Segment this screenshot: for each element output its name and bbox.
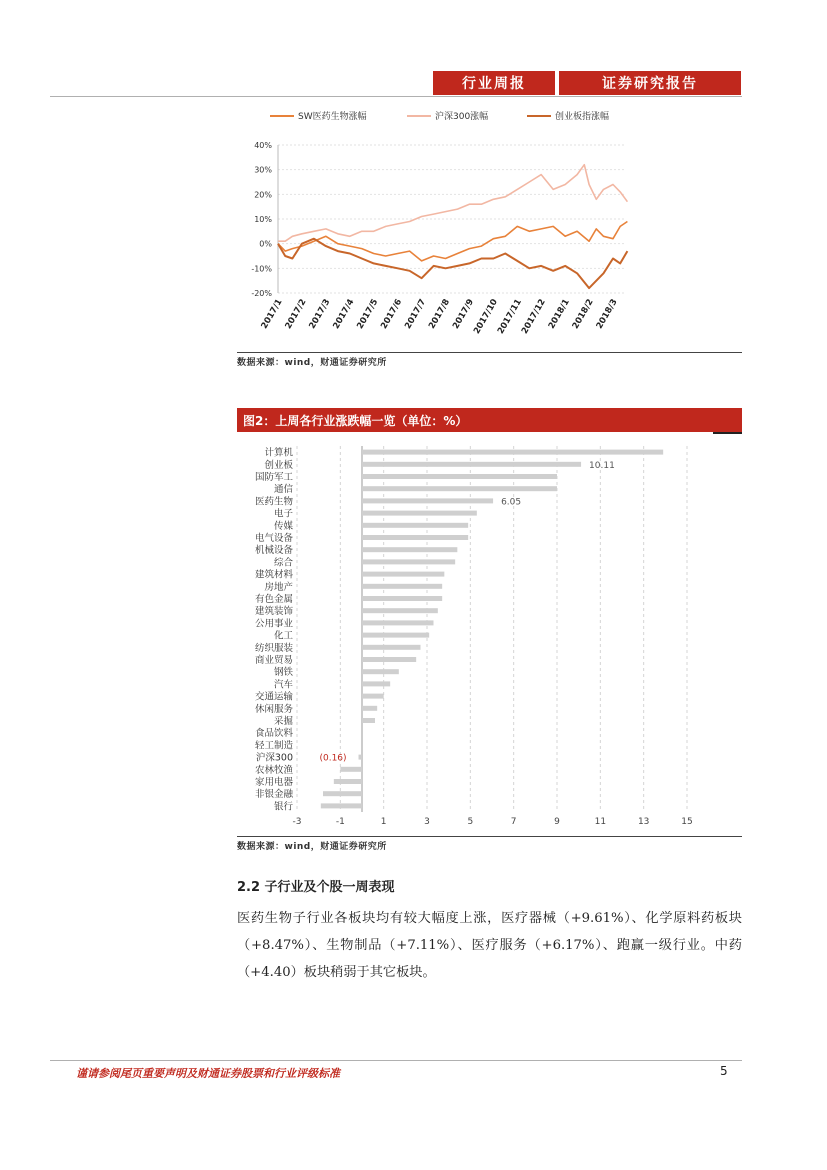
x-tick-label: -3	[292, 817, 302, 827]
bar	[362, 694, 384, 699]
x-tick-label: 2017/4	[331, 297, 357, 331]
y-tick-label: 10%	[254, 215, 272, 224]
y-tick-label: -10%	[251, 264, 272, 274]
category-label: 家用电器	[254, 777, 293, 788]
figure2-title-accent	[713, 432, 742, 434]
category-label: 国防军工	[254, 472, 293, 483]
x-tick-label: 2018/1	[546, 297, 572, 331]
x-tick-label: 9	[554, 817, 560, 827]
x-tick-label: 2018/3	[594, 297, 620, 331]
bar	[340, 767, 362, 772]
x-tick-label: 2017/8	[427, 297, 453, 331]
x-tick-label: 11	[594, 817, 607, 827]
x-tick-label: 2017/9	[451, 297, 477, 331]
bar	[321, 803, 362, 808]
bar	[362, 523, 468, 528]
bar	[362, 681, 390, 686]
legend-swatch-1	[407, 115, 431, 117]
line-chart	[230, 135, 650, 345]
x-tick-label: 1	[380, 817, 387, 827]
legend-swatch-0	[270, 115, 294, 117]
bar	[362, 450, 663, 455]
line-chart-y-axis	[251, 141, 272, 298]
category-label: 纺织服装	[254, 642, 293, 654]
category-label: 传媒	[273, 520, 293, 532]
x-tick-label: 3	[424, 817, 430, 827]
x-tick-label: 5	[467, 817, 474, 827]
bar-chart-bars	[321, 450, 663, 809]
y-tick-label: 0%	[259, 239, 272, 249]
category-label: 钢铁	[273, 667, 293, 679]
bar	[362, 645, 421, 650]
category-label: 休闲服务	[254, 703, 293, 715]
x-tick-label: 2018/2	[570, 297, 596, 331]
y-tick-label: 30%	[254, 165, 272, 175]
legend-label-2: 创业板指涨幅	[555, 112, 610, 122]
category-label: 机械设备	[254, 545, 293, 557]
bar	[359, 755, 362, 760]
bar	[362, 486, 557, 491]
series-line-2	[278, 239, 627, 288]
category-label: 通信	[273, 484, 293, 496]
series-line-1	[278, 165, 627, 242]
header-rule	[50, 96, 742, 97]
category-label: 医药生物	[254, 496, 293, 508]
legend-item-0	[270, 109, 367, 122]
bar	[362, 718, 375, 723]
category-label: 建筑装饰	[254, 606, 293, 618]
bar-chart	[237, 440, 742, 832]
category-label: 计算机	[264, 447, 293, 459]
bar	[362, 669, 399, 674]
figure1-source: 数据来源：wind，财通证券研究所	[237, 358, 387, 368]
bar	[362, 620, 434, 625]
bar	[362, 474, 557, 479]
bar	[362, 498, 493, 503]
category-label: 创业板	[264, 459, 293, 471]
category-label: 食品饮料	[254, 728, 293, 740]
figure2-title: 图2：上周各行业涨跌幅一览（单位：%）	[237, 408, 742, 432]
category-label: 农林牧渔	[254, 764, 293, 776]
bar	[362, 706, 377, 711]
header-tab-report: 证券研究报告	[559, 71, 741, 95]
source-rule-1	[237, 352, 742, 353]
footer-rule	[50, 1060, 742, 1061]
legend-swatch-2	[527, 115, 551, 117]
x-tick-label: 2017/6	[379, 297, 405, 331]
figure2-source: 数据来源：wind，财通证券研究所	[237, 842, 387, 852]
bar	[362, 572, 444, 577]
x-tick-label: 2017/5	[355, 297, 381, 331]
bar	[362, 596, 442, 601]
source-rule-2	[237, 836, 742, 837]
legend-item-1	[407, 109, 488, 122]
bar	[362, 462, 581, 467]
x-tick-label: 13	[637, 817, 650, 827]
line-chart-series	[278, 165, 627, 288]
category-label: 非银金融	[254, 789, 293, 801]
header-tab-weekly: 行业周报	[433, 71, 555, 95]
bar	[362, 511, 477, 516]
category-label: 交通运输	[254, 691, 293, 703]
bar	[362, 633, 429, 638]
bar	[362, 535, 468, 540]
bar	[362, 559, 455, 564]
category-label: 化工	[273, 630, 293, 642]
x-tick-label: 2017/12	[519, 297, 548, 336]
legend-label-1: 沪深300涨幅	[435, 112, 489, 122]
category-label: 汽车	[273, 679, 293, 691]
bar	[362, 584, 442, 589]
x-tick-label: 2017/7	[403, 297, 429, 331]
category-label: 采掘	[273, 716, 293, 727]
y-tick-label: -20%	[251, 289, 272, 298]
bar	[362, 547, 457, 552]
category-label: 公用事业	[254, 618, 293, 630]
category-label: 建筑材料	[254, 569, 293, 581]
x-tick-label: -1	[335, 817, 345, 827]
category-label: 银行	[273, 801, 293, 813]
footer-disclaimer: 谨请参阅尾页重要声明及财通证券股票和行业评级标准	[76, 1067, 340, 1080]
category-label: 电气设备	[254, 533, 293, 544]
category-label: 沪深300	[255, 752, 293, 764]
section-paragraph: 医药生物子行业各板块均有较大幅度上涨，医疗器械（+9.61%）、化学原料药板块（+8.47%）、生物制品（+7.11%）、医疗服务（+6.17%）、跑赢一级行业。中药（+4.40）板块稍弱于其它板块。	[237, 911, 742, 980]
x-tick-label: 2017/11	[495, 297, 524, 336]
section-title: 2.2 子行业及个股一周表现	[237, 880, 395, 895]
y-tick-label: 20%	[254, 190, 272, 200]
bar	[323, 791, 362, 796]
data-label: 6.05	[501, 497, 522, 508]
data-label: 10.11	[589, 460, 615, 471]
x-tick-label: 15	[681, 817, 693, 827]
category-label: 商业贸易	[254, 655, 293, 666]
page-number: 5	[720, 1064, 728, 1078]
category-label: 有色金属	[254, 594, 293, 605]
series-line-0	[278, 222, 627, 261]
legend-label-0: SW医药生物涨幅	[298, 112, 367, 122]
bar	[362, 657, 416, 662]
category-label: 轻工制造	[254, 740, 293, 752]
category-label: 电子	[273, 508, 293, 520]
x-tick-label: 2017/10	[472, 297, 500, 336]
x-tick-label: 2017/1	[259, 297, 285, 331]
bar-chart-categories	[255, 447, 294, 813]
bar-chart-x-axis	[293, 817, 693, 827]
y-tick-label: 40%	[254, 141, 272, 150]
line-chart-x-axis	[260, 297, 620, 335]
category-label: 综合	[273, 557, 293, 569]
category-label: 房地产	[264, 581, 293, 593]
x-tick-label: 2017/2	[283, 297, 309, 331]
x-tick-label: 2017/3	[307, 297, 333, 331]
bar	[362, 608, 438, 613]
legend-item-2	[527, 109, 609, 122]
x-tick-label: 7	[510, 817, 517, 827]
bar	[334, 779, 362, 784]
data-label: (0.16)	[319, 753, 347, 764]
